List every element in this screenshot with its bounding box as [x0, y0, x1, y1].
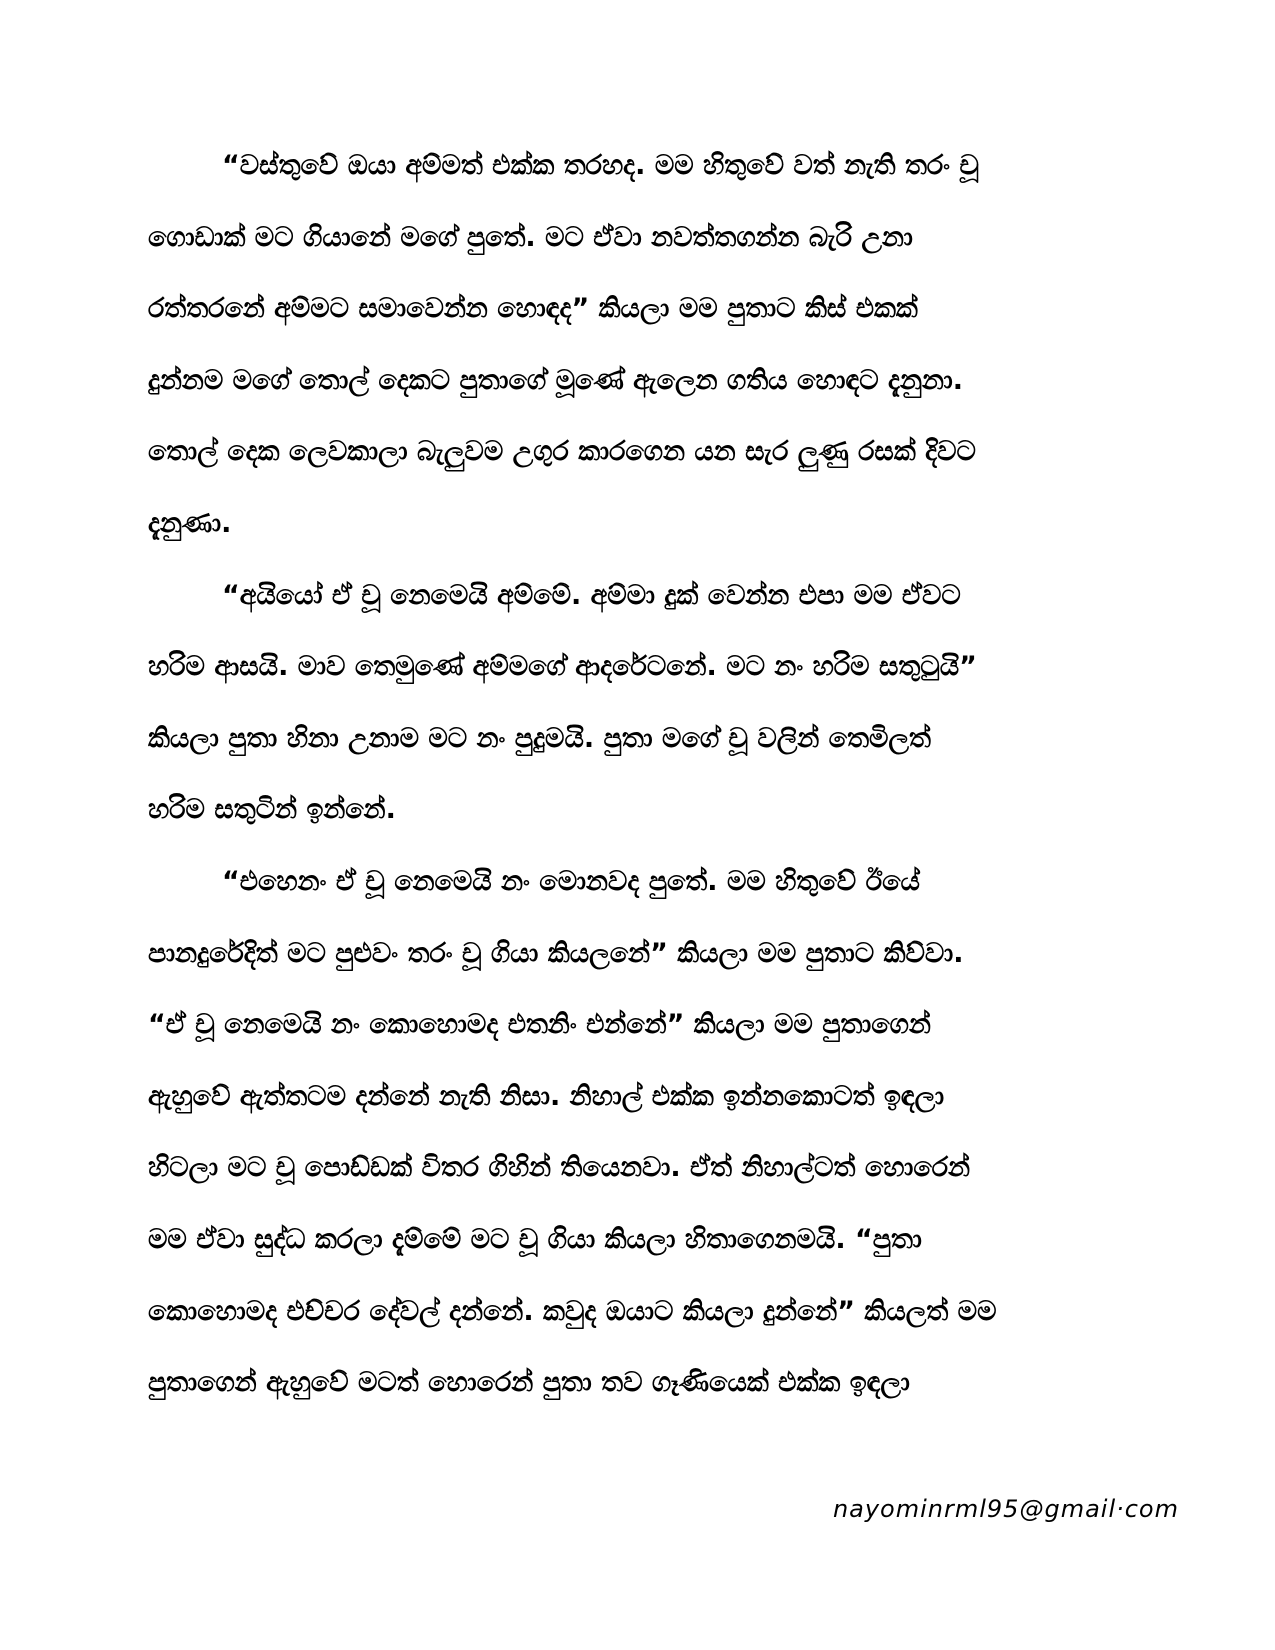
- text-line: “එහෙනං ඒ චූ නෙමෙයි නං මොනවද පුතේ. මම හිතුවේ ඊයේ: [222, 865, 920, 897]
- text-line: දුන්නම මගේ තොල් දෙකට පුතාගේ මූණේ ඇලෙන ගතිය හොඳට දැනුනා.: [148, 364, 964, 396]
- text-line: හිටලා මට චූ පොඩ්ඩක් විතර ගිහින් තියෙනවා. ඒත් නිහාල්ටත් හොරෙන්: [148, 1152, 970, 1184]
- text-line: රත්තරනේ අම්මට සමාවෙන්න හොඳද” කියලා මම පුතාට කිස් එකක්: [148, 293, 918, 325]
- text-line: දැනුණා.: [148, 507, 232, 539]
- text-line: තොල් දෙක ලෙවකාලා බැලුවම උගුර කාරගෙන යන සැර ලුණු රසක් දිවට: [148, 436, 976, 468]
- footer-email: nayominrml95@gmail·com: [832, 1495, 1179, 1523]
- text-line: ගොඩාක් මට ගියානේ මගේ පුතේ. මට ඒවා නවත්තගන්න බැරි උනා: [148, 221, 913, 253]
- text-line: මම ඒවා සුද්ධ කරලා දැම්මේ මට චූ ගියා කියලා හිතාගෙනමයි. “පුතා: [148, 1223, 922, 1255]
- text-line: “වස්තුවේ ඔයා අම්මත් එක්ක තරහද. මම හිතුවේ වත් නැති තරං චූ: [222, 150, 979, 181]
- text-line: පානදුරේදිත් මට පුළුවං තරං චූ ගියා කියලනේ” කියලා මම පුතාට කිව්වා.: [148, 937, 964, 969]
- text-line: කියලා පුතා හිනා උනාම මට නං පුදුමයි. පුතා මගේ චූ වලින් තෙමිලත්: [148, 722, 931, 754]
- text-line: ඇහුවේ ඇත්තටම දන්නේ නැති නිසා. නිහාල් එක්ක ඉන්නකොටත් ඉඳලා: [148, 1080, 945, 1112]
- text-line: “ඒ චූ නෙමෙයි නං කොහොමද එතනිං එන්නේ” කියලා මම පුතාගෙන්: [148, 1009, 931, 1041]
- body-text: [148, 140, 1128, 1429]
- text-line: හරිම ආසයි. මාව තෙමුණේ අම්මගේ ආදරේටනේ. මට නං හරිම සතුටුයි”: [148, 651, 977, 683]
- text-line: පුතාගෙන් ඇහුවේ මටත් හොරෙන් පුතා තව ගෑණියෙක් එක්ක ඉඳලා: [148, 1367, 910, 1399]
- text-line: කොහොමද එච්චර දේවල් දන්නේ. කවුද ඔයාට කියලා දුන්නේ” කියලත් මම: [148, 1295, 997, 1327]
- text-line: හරිම සතුටින් ඉන්නේ.: [148, 794, 396, 826]
- text-line: “අයියෝ ඒ චූ නෙමෙයි අම්මේ. අම්මා දුක් වෙන්න එපා මම ඒවට: [222, 579, 961, 611]
